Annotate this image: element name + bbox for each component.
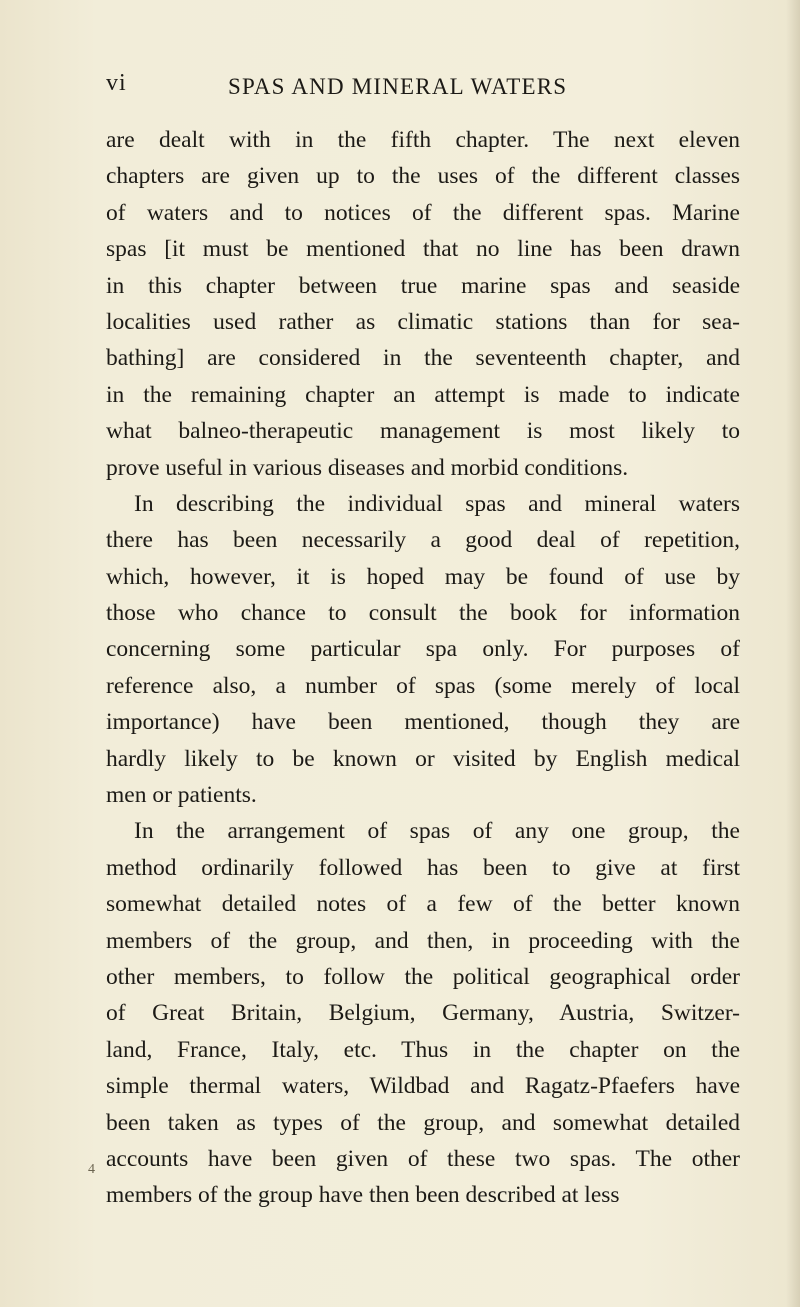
text-line: members of the group, and then, in proceeding with the (106, 927, 740, 954)
text-line: land, France, Italy, etc. Thus in the chapter on the (106, 1036, 740, 1063)
text-line: hardly likely to be known or visited by English medical (106, 745, 740, 772)
text-line: there has been necessarily a good deal of repetition, (106, 527, 740, 554)
text-line: prove useful in various diseases and morbid conditions. (106, 454, 629, 481)
paragraph-start-line: In the arrangement of spas of any one group, the (134, 818, 740, 845)
text-line: members of the group have then been described at less (106, 1182, 620, 1209)
text-line: method ordinarily followed has been to give at first (106, 854, 740, 881)
text-line: accounts have been given of these two spas. The other (106, 1145, 740, 1172)
paragraph-start-line: In describing the individual spas and mineral waters (134, 490, 740, 517)
text-line: been taken as types of the group, and somewhat detailed (106, 1109, 740, 1136)
text-line: bathing] are considered in the seventeenth chapter, and (106, 345, 740, 372)
text-line: chapters are given up to the uses of the different classes (106, 163, 740, 190)
text-line: what balneo-therapeutic management is most likely to (106, 418, 740, 445)
text-line: are dealt with in the fifth chapter. The next eleven (106, 127, 740, 153)
text-line: simple thermal waters, Wildbad and Ragatz-Pfaefers have (106, 1073, 740, 1100)
text-line: somewhat detailed notes of a few of the better known (106, 891, 740, 918)
text-line: in the remaining chapter an attempt is made to indicate (106, 381, 740, 408)
text-line: localities used rather as climatic stations than for sea- (106, 308, 740, 335)
text-line: concerning some particular spa only. For purposes of (106, 636, 740, 663)
text-line: spas [it must be mentioned that no line has been drawn (106, 236, 740, 263)
text-line: reference also, a number of spas (some merely of local (106, 672, 740, 699)
page-edge-shadow (786, 0, 800, 1307)
text-line: in this chapter between true marine spas and seaside (106, 272, 740, 299)
text-line: which, however, it is hoped may be found of use by (106, 563, 740, 590)
text-line: men or patients. (106, 782, 257, 809)
text-line: other members, to follow the political geographical order (106, 963, 740, 990)
page-number: vi (106, 70, 127, 96)
text-line: those who chance to consult the book for information (106, 600, 740, 627)
running-head: SPAS AND MINERAL WATERS (228, 74, 568, 99)
text-line: importance) have been mentioned, though they are (106, 709, 740, 736)
margin-mark: 4 (88, 1162, 95, 1177)
text-line: of waters and to notices of the different spas. Marine (106, 199, 740, 226)
body-text (106, 122, 740, 1214)
page-header (106, 70, 706, 106)
text-line: of Great Britain, Belgium, Germany, Austria, Switzer- (106, 1000, 740, 1027)
